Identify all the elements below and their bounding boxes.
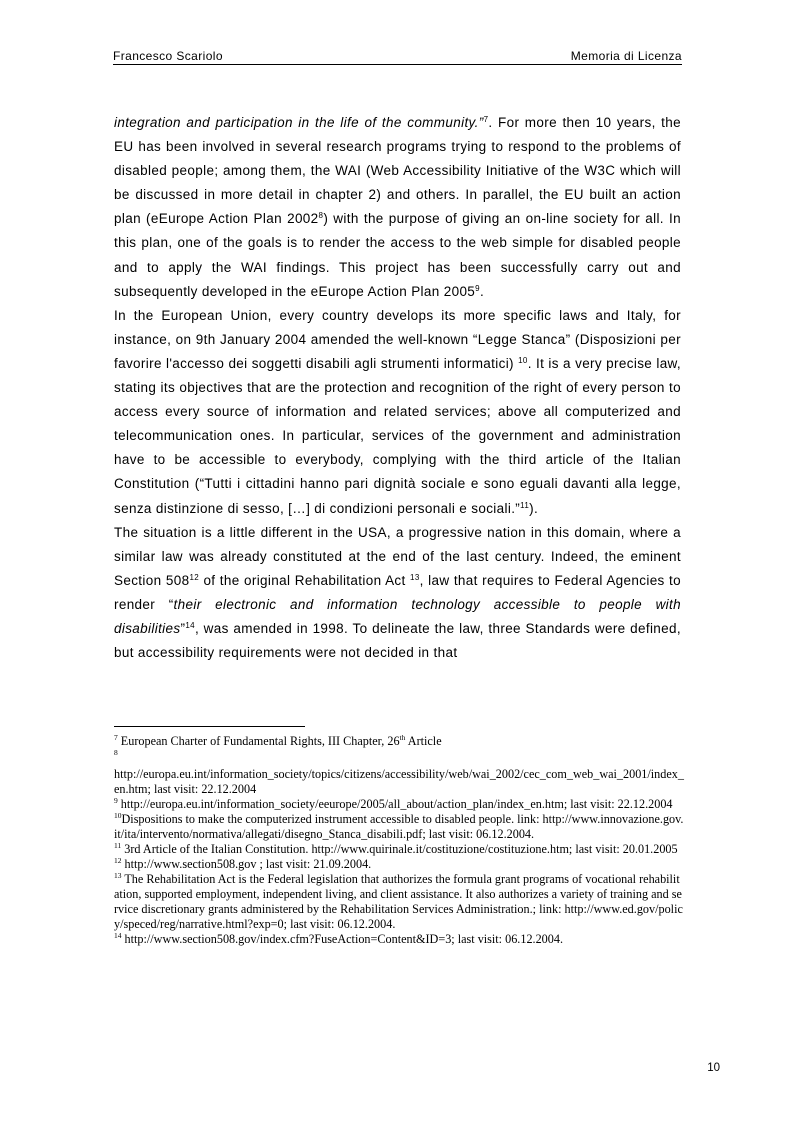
paragraph-text: ) with the purpose of giving an on-line society for all. In this plan, one of the goals is to render the access to the web simple for disabled people and to apply the WAI findings. This project has been successfully carry out and subsequently developed in the eEurope Action Plan 2005 [114, 211, 681, 299]
header-document-title: Memoria di Licenza [570, 49, 682, 63]
quote-community: integration and participation in the life of the community.” [114, 115, 484, 130]
footnote-9 [114, 797, 684, 812]
footnote-7 [114, 734, 684, 749]
footnote-ref-11: 11 [520, 500, 530, 510]
footnote-ref-8: 8 [318, 211, 324, 221]
footnote-13 [114, 872, 684, 932]
footnote-ref-7: 7 [483, 115, 489, 124]
footnote-12 [114, 857, 684, 872]
footnote-ref-13: 13 [410, 572, 420, 582]
footnote-ref-9: 9 [475, 283, 480, 293]
footnote-14 [114, 932, 684, 947]
footnote-number: 9 [114, 796, 118, 805]
footnote-text: http://www.section508.gov ; last visit: 21.09.2004. [121, 857, 372, 871]
paragraph-text: ” [180, 620, 186, 636]
footnotes [114, 734, 684, 947]
footnote-ref-14: 14 [185, 620, 195, 630]
body-text [114, 111, 681, 665]
footnote-8 [114, 767, 684, 797]
paragraph-text: of the original Rehabilitation Act [199, 572, 411, 588]
paragraph-text: The situation is a little different in the USA, a progressive nation in this domain, where a similar law was already constituted at the end of the last century. Indeed, the eminent Section 508 [114, 524, 681, 588]
header-author: Francesco Scariolo [113, 49, 223, 63]
footnote-superscript: th [399, 733, 406, 742]
paragraph-text: . [479, 283, 485, 299]
footnote-number: 13 [114, 871, 122, 880]
footnote-text: Article [405, 734, 442, 748]
paragraph-eu-research [114, 111, 681, 304]
paragraph-text: , was amended in 1998. To delineate the law, three Standards were defined, but accessibility requirements were not decided in that [114, 620, 681, 661]
paragraph-legge-stanca [114, 304, 681, 521]
footnote-text: http://europa.eu.int/information_society/topics/citizens/accessibility/web/wai_2002/cec_com_web_wai_2001/index_en.htm; last visit: 22.12.2004 [114, 767, 684, 796]
paragraph-text: In the European Union, every country develops its more specific laws and Italy, for instance, on 9th January 2004 amended the well-known “Legge Stanca” (Disposizioni per favorire l'accesso dei soggetti disabili agli strumenti informatici) [114, 307, 681, 371]
footnote-text: Dispositions to make the computerized instrument accessible to disabled people. link: http://www.innovazione.gov.it/ita/intervento/normativa/allegati/disegno_Stanca_disabili.pdf; last visit: 06.12.2004. [114, 812, 684, 841]
paragraph-usa-section508 [114, 521, 681, 666]
footnote-8-marker [114, 749, 684, 764]
paragraph-text: . For more then 10 years, the EU has been involved in several research programs trying to respond to the problems of disabled people; among them, the WAI (Web Accessibility Initiative of the W3C which will be discussed in more detail in chapter 2) and others. In parallel, the EU built an action plan (eEurope Action Plan 2002 [114, 115, 682, 227]
footnote-text: European Charter of Fundamental Rights, III Chapter, 26 [117, 734, 400, 748]
running-header [113, 47, 682, 63]
footnote-number: 11 [114, 841, 122, 850]
quote-section508: their electronic and information technology accessible to people with disabilities [114, 596, 681, 636]
footnote-number: 14 [114, 931, 122, 940]
paragraph-text: ). [529, 500, 539, 516]
header-rule [113, 64, 682, 65]
footnote-ref-10: 10 [518, 355, 528, 365]
page-number: 10 [707, 1062, 720, 1074]
paragraph-text: . It is a very precise law, stating its objectives that are the protection and recognition of the right of every person to access every source of information and related services; above all computerized and telecommunication ones. In particular, services of the government and administration have to be accessible to everybody, complying with the third article of the Italian Constitution (“Tutti i cittadini hanno pari dignità sociale e sono eguali davanti alla legge, senza distinzione di sesso, […] di condizioni personali e sociali.” [114, 355, 682, 516]
footnote-text: http://www.section508.gov/index.cfm?FuseAction=Content&ID=3; last visit: 06.12.2004. [121, 932, 564, 946]
footnote-separator [114, 726, 305, 727]
footnote-11 [114, 842, 684, 857]
footnote-number: 7 [114, 733, 118, 742]
footnote-number: 8 [114, 748, 118, 757]
footnote-ref-12: 12 [189, 572, 200, 582]
paragraph-text: , law that requires to Federal Agencies to render “ [114, 572, 681, 612]
footnote-text: The Rehabilitation Act is the Federal legislation that authorizes the formula grant programs of vocational rehabilitation, supported employment, independent living, and client assistance. It also authorizes a variety of training and service discretionary grants administered by the Rehabilitation Services Administration.; link: http://www.ed.gov/policy/speced/reg/narrative.html?exp=0; last visit: 06.12.2004. [114, 872, 683, 931]
footnote-number: 10 [114, 811, 122, 820]
footnote-10 [114, 812, 684, 842]
footnote-number: 12 [114, 856, 122, 865]
footnote-text: 3rd Article of the Italian Constitution. http://www.quirinale.it/costituzione/costituzione.htm; last visit: 20.01.2005 [121, 842, 678, 856]
footnote-text: http://europa.eu.int/information_society/eeurope/2005/all_about/action_plan/index_en.htm; last visit: 22.12.2004 [117, 797, 673, 811]
